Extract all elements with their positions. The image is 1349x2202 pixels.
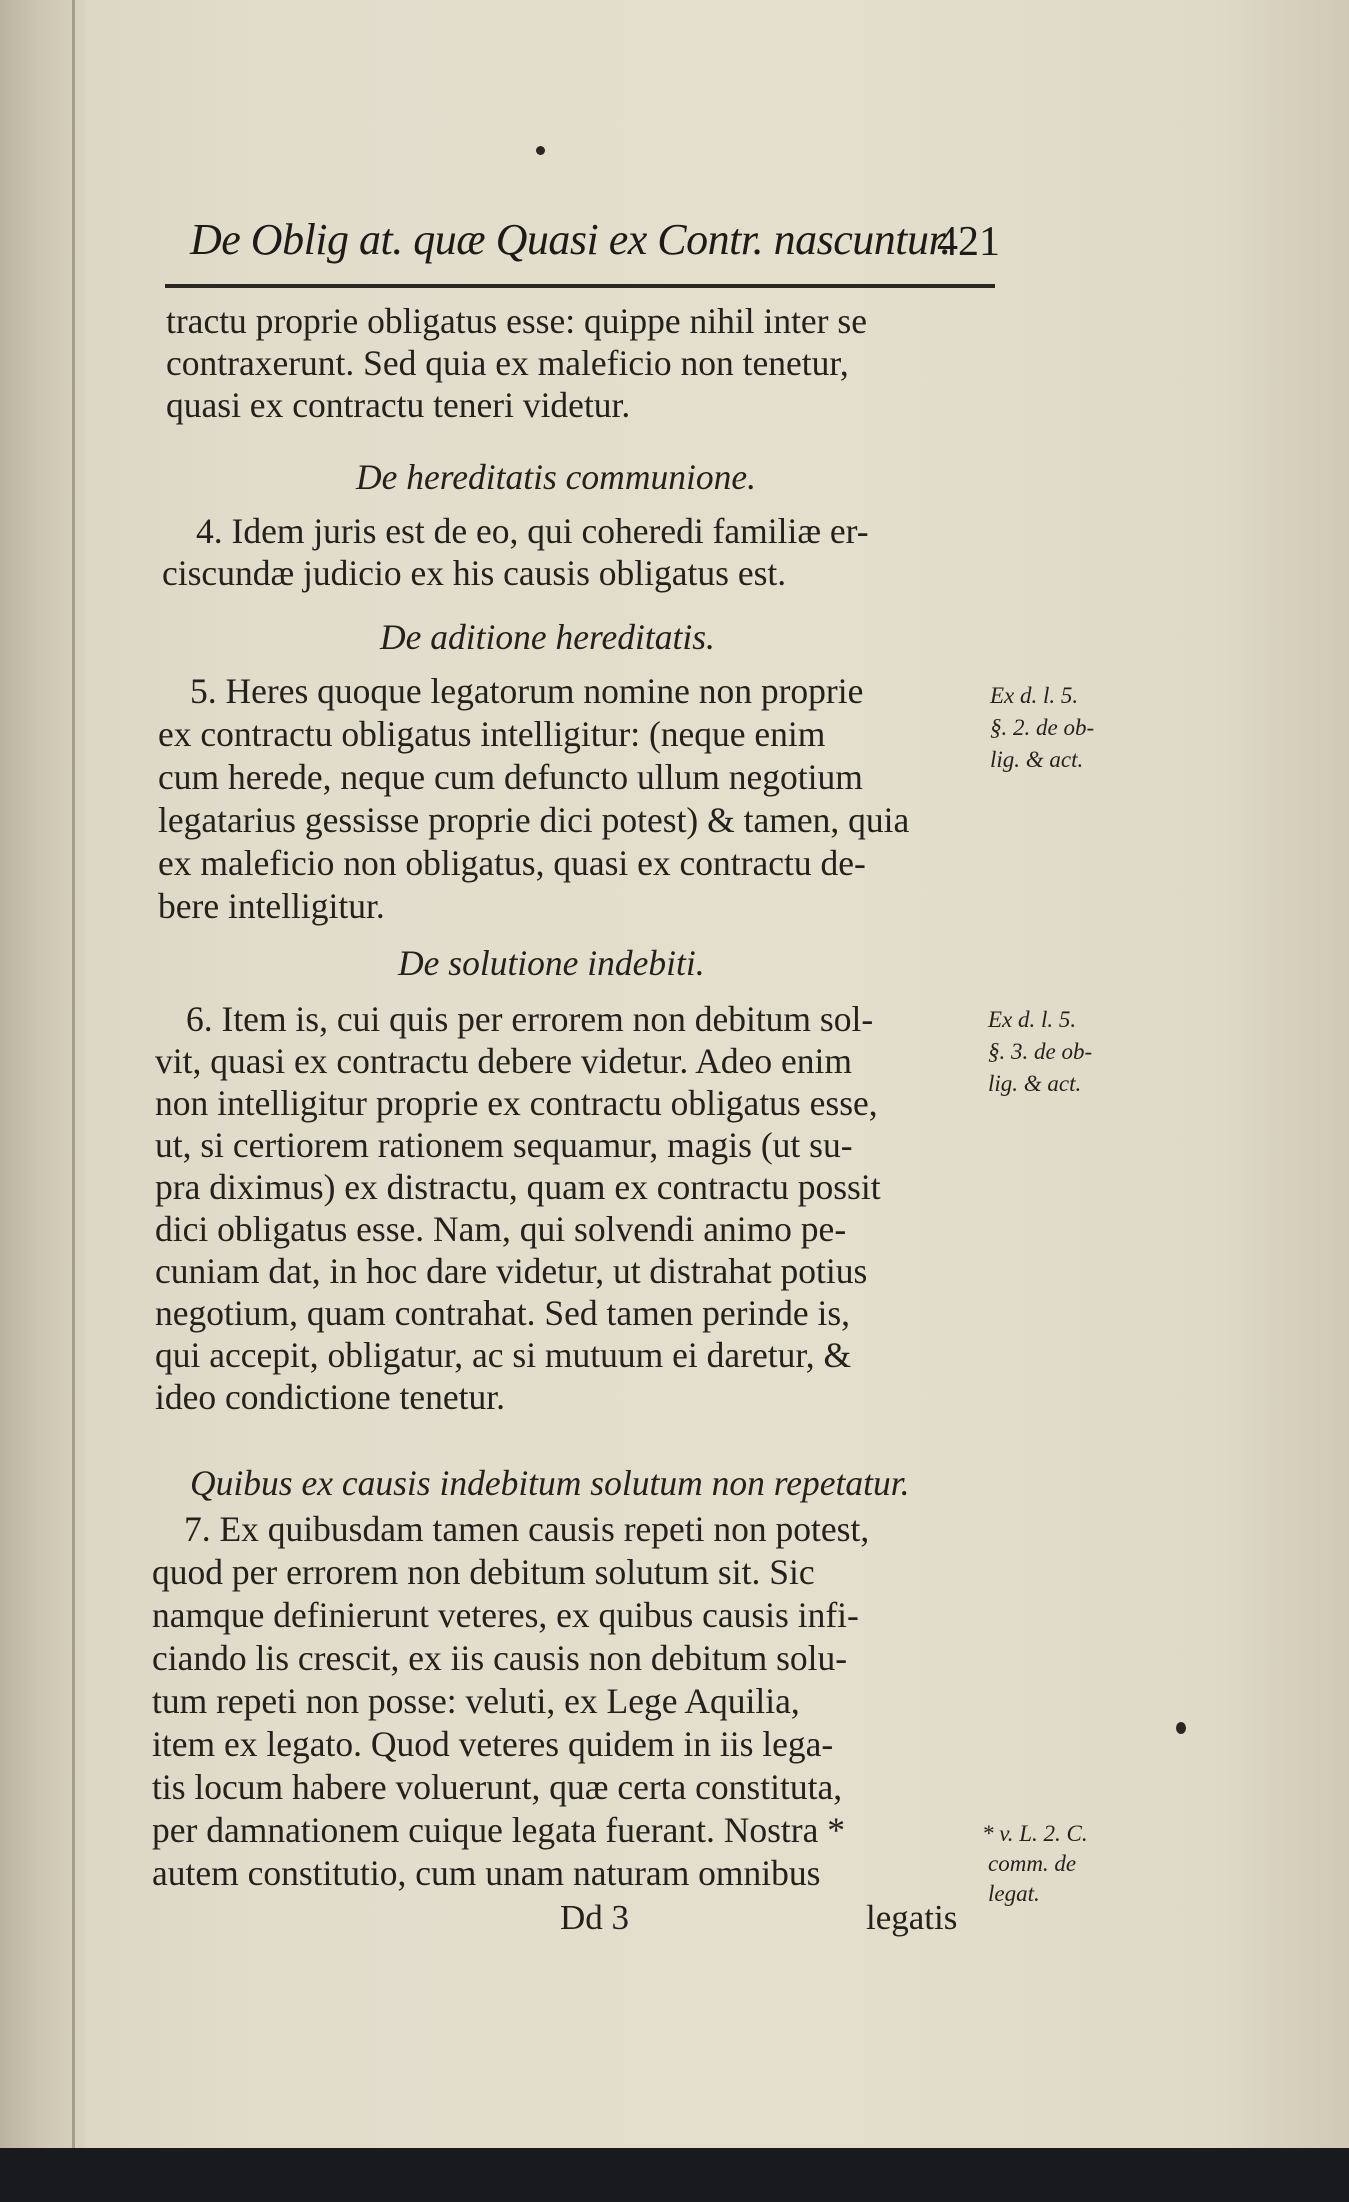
section-heading: De solutione indebiti. bbox=[398, 943, 705, 983]
body-line: namque definierunt veteres, ex quibus causis infi- bbox=[152, 1595, 859, 1635]
running-title: De Oblig at. quæ Quasi ex Contr. nascuntur. bbox=[190, 215, 951, 264]
margin-note: * v. L. 2. C. bbox=[982, 1821, 1088, 1846]
body-line: negotium, quam contrahat. Sed tamen perinde is, bbox=[155, 1293, 851, 1333]
body-line: bere intelligitur. bbox=[158, 886, 385, 926]
ink-speck bbox=[536, 146, 545, 155]
catchword: legatis bbox=[866, 1898, 958, 1937]
section-heading: Quibus ex causis indebitum solutum non repetatur. bbox=[190, 1463, 910, 1503]
body-line: tractu proprie obligatus esse: quippe nihil inter se bbox=[166, 301, 867, 341]
header-rule bbox=[165, 284, 995, 288]
body-line: contraxerunt. Sed quia ex maleficio non tenetur, bbox=[166, 343, 849, 383]
body-line: 5. Heres quoque legatorum nomine non proprie bbox=[190, 671, 864, 711]
gutter-fold-line bbox=[72, 0, 75, 2148]
body-line: per damnationem cuique legata fuerant. Nostra * bbox=[152, 1810, 845, 1850]
margin-note: comm. de bbox=[988, 1851, 1077, 1876]
margin-note: Ex d. l. 5. bbox=[990, 683, 1079, 708]
body-line: legatarius gessisse proprie dici potest) & tamen, quia bbox=[158, 800, 910, 840]
running-header bbox=[150, 206, 1000, 276]
body-line: tis locum habere voluerunt, quæ certa constituta, bbox=[152, 1767, 843, 1807]
body-line: quasi ex contractu teneri videtur. bbox=[166, 385, 631, 425]
body-line: qui accepit, obligatur, ac si mutuum ei daretur, & bbox=[155, 1335, 852, 1375]
margin-note: §. 2. de ob- bbox=[990, 715, 1095, 740]
body-line: ut, si certiorem rationem sequamur, magis (ut su- bbox=[155, 1125, 853, 1165]
body-line: ciscundæ judicio ex his causis obligatus est. bbox=[162, 553, 787, 593]
margin-note: lig. & act. bbox=[988, 1071, 1082, 1096]
body-line: vit, quasi ex contractu debere videtur. Adeo enim bbox=[155, 1041, 852, 1081]
body-line: ex maleficio non obligatus, quasi ex contractu de- bbox=[158, 843, 866, 883]
margin-note: lig. & act. bbox=[990, 747, 1084, 772]
margin-note: legat. bbox=[988, 1881, 1040, 1906]
body-line: 4. Idem juris est de eo, qui coheredi familiæ er- bbox=[196, 511, 869, 551]
body-line: cuniam dat, in hoc dare videtur, ut distrahat potius bbox=[155, 1251, 868, 1291]
page-number: 421 bbox=[937, 219, 1000, 265]
ink-speck bbox=[1176, 1722, 1186, 1734]
body-line: dici obligatus esse. Nam, qui solvendi animo pe- bbox=[155, 1209, 847, 1249]
body-line: tum repeti non posse: veluti, ex Lege Aquilia, bbox=[152, 1681, 800, 1721]
body-line: quod per errorem non debitum solutum sit. Sic bbox=[152, 1552, 815, 1592]
body-line: non intelligitur proprie ex contractu obligatus esse, bbox=[155, 1083, 878, 1123]
body-line: cum herede, neque cum defuncto ullum negotium bbox=[158, 757, 863, 797]
section-heading: De aditione hereditatis. bbox=[380, 617, 715, 657]
body-line: pra diximus) ex distractu, quam ex contractu possit bbox=[155, 1167, 881, 1207]
body-line: 7. Ex quibusdam tamen causis repeti non potest, bbox=[184, 1509, 870, 1549]
margin-note: §. 3. de ob- bbox=[988, 1039, 1093, 1064]
body-line: 6. Item is, cui quis per errorem non debitum sol- bbox=[186, 999, 874, 1039]
margin-note: Ex d. l. 5. bbox=[988, 1007, 1077, 1032]
scan-background bbox=[0, 2148, 1349, 2202]
body-line: ideo condictione tenetur. bbox=[155, 1377, 505, 1417]
section-heading: De hereditatis communione. bbox=[356, 457, 756, 497]
body-line: item ex legato. Quod veteres quidem in iis lega- bbox=[152, 1724, 834, 1764]
body-line: ex contractu obligatus intelligitur: (neque enim bbox=[158, 714, 826, 754]
body-line: autem constitutio, cum unam naturam omnibus bbox=[152, 1853, 821, 1893]
signature-mark: Dd 3 bbox=[560, 1898, 630, 1937]
body-line: ciando lis crescit, ex iis causis non debitum solu- bbox=[152, 1638, 848, 1678]
